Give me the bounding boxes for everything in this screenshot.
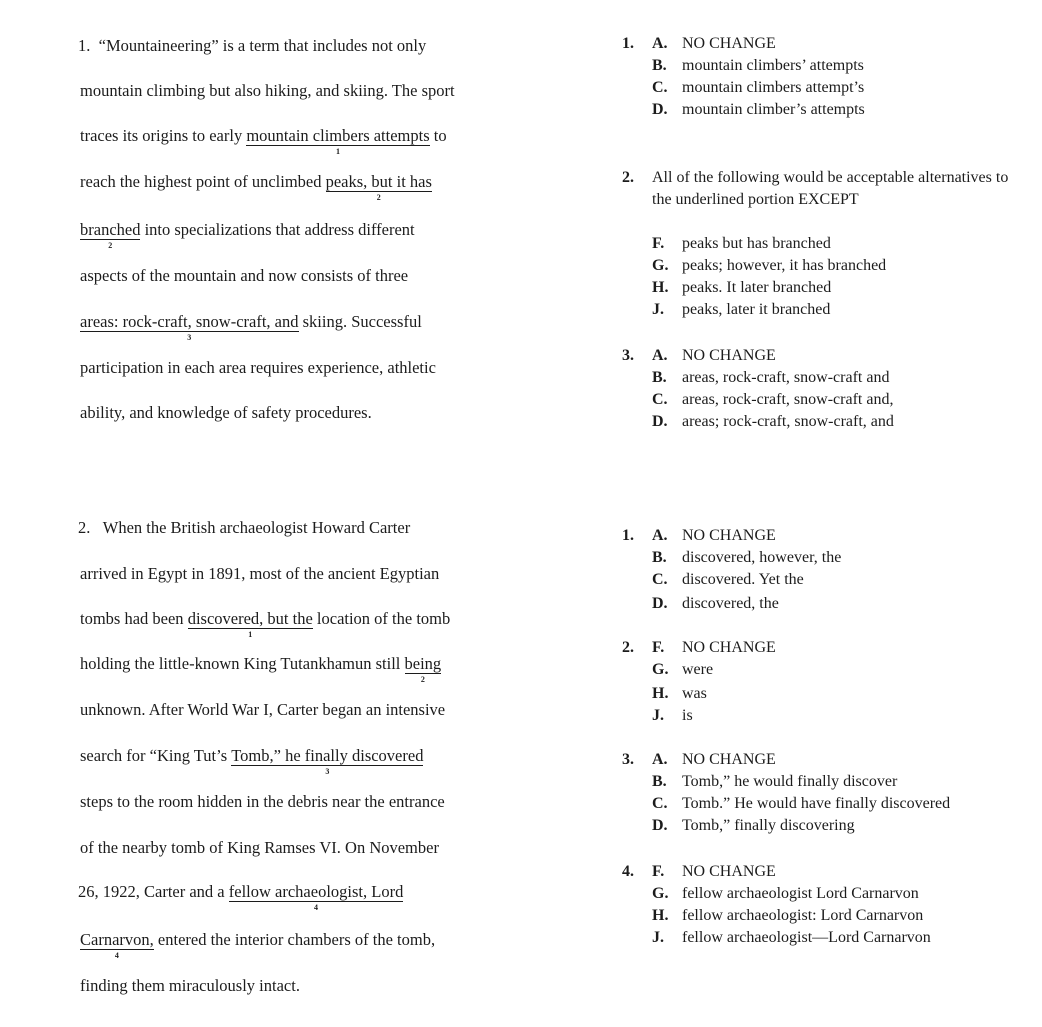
passage-line <box>78 518 410 538</box>
passage-text: aspects of the mountain and now consists of three <box>80 266 409 285</box>
answer-option[interactable]: D. discovered, the <box>652 595 779 612</box>
passage-number: 2. <box>78 518 91 537</box>
passage-line <box>80 81 455 101</box>
underlined-portion-4-cont[interactable]: Carnarvon, 4 <box>80 930 154 960</box>
passage-text: to <box>429 126 447 145</box>
answer-option[interactable]: C. discovered. Yet the <box>652 571 804 588</box>
underlined-portion-2[interactable]: peaks, but it has 2 <box>325 172 432 202</box>
passage-line <box>80 838 439 858</box>
passage-text: participation in each area requires experience, athletic <box>80 358 436 377</box>
question-number: 4. <box>622 863 634 880</box>
question-marker: 2 <box>108 241 113 250</box>
passage-line <box>80 792 445 812</box>
passage-text: skiing. Successful <box>298 312 422 331</box>
underlined-portion-4[interactable]: fellow archaeologist, Lord 4 <box>228 882 404 912</box>
passage-line <box>80 700 445 720</box>
answer-option[interactable]: B. areas, rock-craft, snow-craft and <box>652 369 890 386</box>
question-number: 1. <box>622 35 634 52</box>
answer-option[interactable]: F. peaks but has branched <box>652 235 831 252</box>
answer-option[interactable]: C. areas, rock-craft, snow-craft and, <box>652 391 894 408</box>
question-marker: 1 <box>248 630 253 639</box>
passage-line <box>80 403 372 423</box>
passage-line <box>80 609 451 639</box>
answer-option[interactable]: A. NO CHANGE <box>652 35 776 52</box>
question-marker: 4 <box>314 903 319 912</box>
answer-option[interactable]: B. mountain climbers’ attempts <box>652 57 864 74</box>
question-marker: 3 <box>187 333 192 342</box>
passage-text: finding them miraculously intact. <box>80 976 300 995</box>
passage-text: location of the tomb <box>312 609 451 628</box>
answer-option[interactable]: J. is <box>652 707 693 724</box>
passage-text: tombs had been <box>80 609 188 628</box>
question-number: 1. <box>622 527 634 544</box>
question-marker: 2 <box>376 193 381 202</box>
answer-option[interactable]: J. fellow archaeologist—Lord Carnarvon <box>652 929 931 946</box>
answer-option[interactable]: D. mountain climber’s attempts <box>652 101 865 118</box>
passage-line <box>80 930 436 960</box>
answer-option[interactable]: G. were <box>652 661 714 678</box>
answer-option[interactable]: C. mountain climbers attempt’s <box>652 79 865 96</box>
question-number: 3. <box>622 347 634 364</box>
passage-text: ability, and knowledge of safety procedures. <box>80 403 372 422</box>
answer-option[interactable]: H. was <box>652 685 707 702</box>
answer-option[interactable]: A. NO CHANGE <box>652 527 776 544</box>
question-marker: 2 <box>420 675 425 684</box>
passage-text: traces its origins to early <box>80 126 247 145</box>
answer-option[interactable]: D. Tomb,” finally discovering <box>652 817 855 834</box>
passage-text: When the British archaeologist Howard Carter <box>102 518 411 537</box>
passage-number: 1. <box>78 36 91 55</box>
answer-option[interactable]: H. peaks. It later branched <box>652 279 832 296</box>
answer-option[interactable]: A. NO CHANGE <box>652 347 776 364</box>
question-marker: 3 <box>325 767 330 776</box>
passage-line <box>78 36 426 56</box>
passage-text: arrived in Egypt in 1891, most of the ancient Egyptian <box>80 564 440 583</box>
question-marker: 4 <box>114 951 119 960</box>
passage-line <box>80 746 424 776</box>
passage-text: “Mountaineering” is a term that includes not only <box>98 36 427 55</box>
answer-option[interactable]: J. peaks, later it branched <box>652 301 831 318</box>
passage-line <box>80 126 447 156</box>
underlined-portion-1[interactable]: discovered, but the 1 <box>187 609 313 639</box>
passage-line <box>80 654 442 684</box>
answer-option[interactable]: C. Tomb.” He would have finally discovered <box>652 795 951 812</box>
underlined-portion-3[interactable]: Tomb,” he finally discovered 3 <box>231 746 424 776</box>
passage-text: of the nearby tomb of King Ramses VI. On November <box>80 838 439 857</box>
answer-option[interactable]: D. areas; rock-craft, snow-craft, and <box>652 413 894 430</box>
passage-text: into specializations that address different <box>140 220 415 239</box>
passage-line <box>80 266 408 286</box>
underlined-portion-3[interactable]: areas: rock-craft, snow-craft, and 3 <box>80 312 299 342</box>
question-number: 2. <box>622 639 634 656</box>
passage-line <box>80 358 436 378</box>
answer-option[interactable]: A. NO CHANGE <box>652 751 776 768</box>
answer-option[interactable]: B. discovered, however, the <box>652 549 842 566</box>
passage-text: holding the little-known King Tutankhamun still <box>80 654 405 673</box>
question-marker: 1 <box>335 147 340 156</box>
passage-line <box>80 220 415 250</box>
passage-text: entered the interior chambers of the tomb, <box>153 930 436 949</box>
question-number: 3. <box>622 751 634 768</box>
question-number: 2. <box>622 169 634 186</box>
answer-option[interactable]: B. Tomb,” he would finally discover <box>652 773 898 790</box>
passage-text: reach the highest point of unclimbed <box>80 172 326 191</box>
passage-line <box>80 312 422 342</box>
answer-option[interactable]: G. peaks; however, it has branched <box>652 257 887 274</box>
passage-text: unknown. After World War I, Carter began an intensive <box>80 700 446 719</box>
answer-option[interactable]: G. fellow archaeologist Lord Carnarvon <box>652 885 919 902</box>
passage-line <box>80 976 300 996</box>
answer-option[interactable]: F. NO CHANGE <box>652 639 776 656</box>
passage-text: mountain climbing but also hiking, and skiing. The sport <box>80 81 455 100</box>
underlined-portion-1[interactable]: mountain climbers attempts 1 <box>246 126 430 156</box>
passage-line <box>80 564 439 584</box>
underlined-portion-2-cont[interactable]: branched 2 <box>80 220 141 250</box>
passage-line <box>78 882 404 912</box>
passage-text: 26, 1922, Carter and a <box>78 882 229 901</box>
answer-option[interactable]: F. NO CHANGE <box>652 863 776 880</box>
answer-option[interactable]: H. fellow archaeologist: Lord Carnarvon <box>652 907 924 924</box>
underlined-portion-2[interactable]: being 2 <box>404 654 442 684</box>
passage-text: steps to the room hidden in the debris near the entrance <box>80 792 445 811</box>
passage-line <box>80 172 432 202</box>
question-stem: All of the following would be acceptable alternatives to the underlined portion EXCEPT <box>652 169 1009 208</box>
passage-text: search for “King Tut’s <box>80 746 232 765</box>
